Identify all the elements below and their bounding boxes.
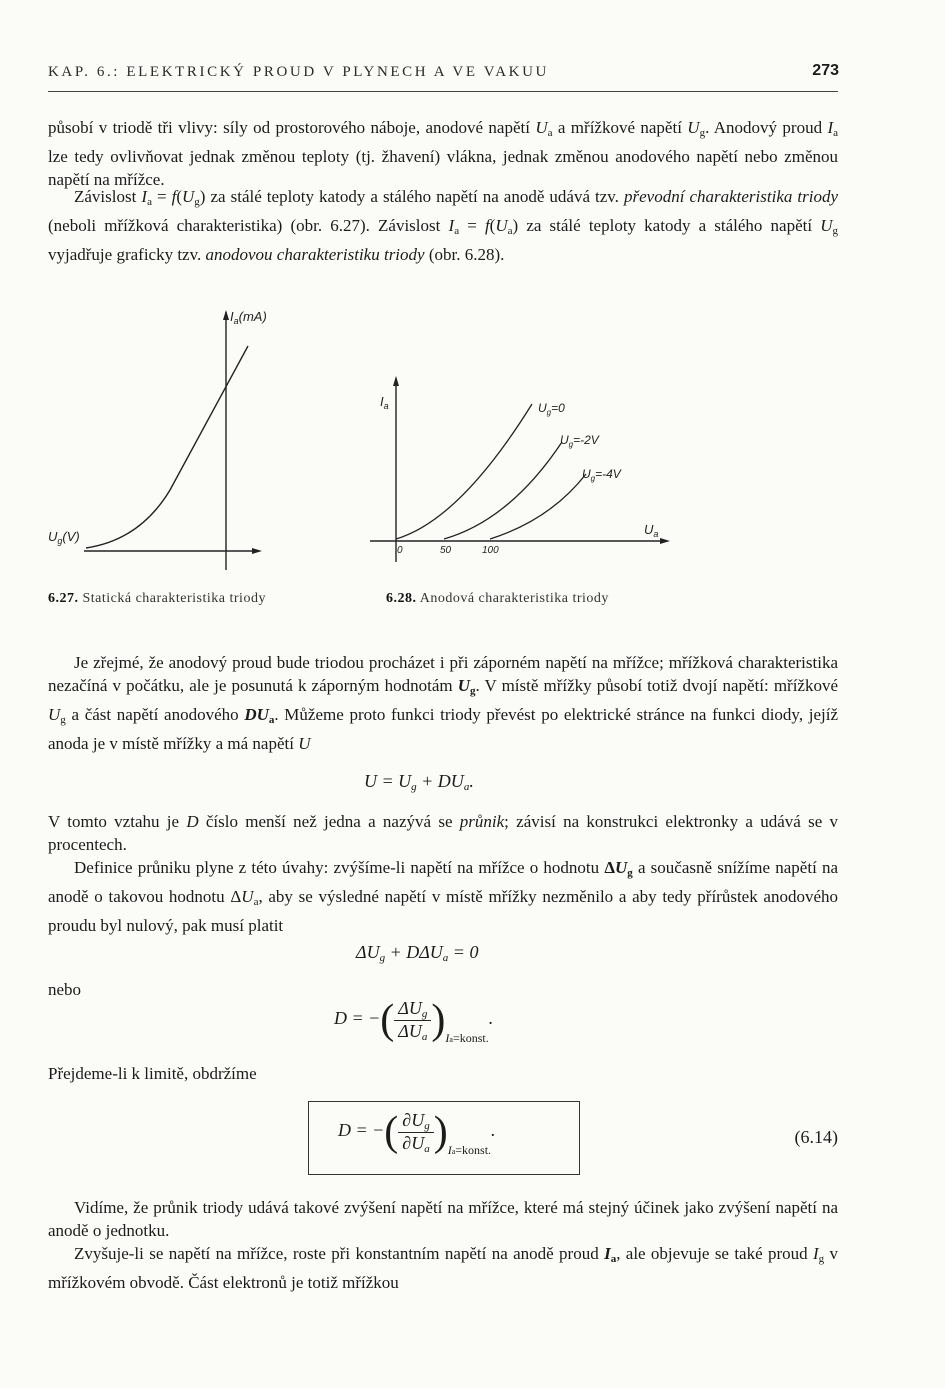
fig628-y-label: $I_a$	[380, 394, 389, 411]
figure-6-28-caption: 6.28. Anodová charakteristika triody	[386, 591, 609, 606]
header-rule	[48, 91, 838, 92]
paragraph-nebo: nebo	[48, 980, 82, 999]
fig628-x-label: $U_a$	[644, 522, 659, 539]
paragraph-durchgriff: V tomto vztahu je D číslo menší než jedna a nazývá se průnik; závisí na konstrukci elektronky a udává se v procentech.	[48, 812, 839, 854]
figure-6-27-chart	[40, 300, 340, 580]
fig628-tick-50: 50	[440, 545, 452, 556]
equation-d-limit: D = −( $\frac{\partial U_g}{\partial U_a}$ )$_{Ia=konst.}$.	[338, 1109, 496, 1158]
fig628-curve-label-2: $U_g=-2V$	[560, 433, 599, 449]
page-number: 273	[812, 62, 839, 79]
equation-u: $U = U_g + DU_a$.	[364, 771, 474, 793]
fig627-x-label: $U_g(V)$	[48, 529, 80, 546]
paragraph-grid-current: Zvyšuje-li se napětí na mřížce, roste při konstantním napětí na anodě proud $I_a$, ale objevuje se také proud $I_g$ v mřížkovém obvodě. Část elektronů je totiž mřížkou	[48, 1244, 838, 1292]
paragraph-durchgriff-meaning: Vidíme, že průnik triody udává takové zvýšení napětí na mřížce, které má stejný účinek jako zvýšení napětí na anodě o jednotku.	[48, 1198, 838, 1240]
fig627-curve	[86, 346, 248, 548]
fig628-curve-label-4: $U_g=-4V$	[582, 467, 621, 483]
equation-delta: $\Delta U_g + D\Delta U_a = 0$	[356, 942, 479, 964]
equation-number: (6.14)	[794, 1127, 838, 1147]
fig628-y-arrow	[393, 376, 399, 386]
fig628-curve-ug-2	[444, 442, 562, 539]
running-head: KAP. 6.: ELEKTRICKÝ PROUD V PLYNECH A VE VAKUU	[48, 64, 549, 80]
fig628-curve-label-0: $U_g=0$	[538, 401, 565, 417]
fig628-tick-0: 0	[397, 545, 403, 556]
paragraph-negative-grid: Je zřejmé, že anodový proud bude triodou procházet i při záporném napětí na mřížce; mřížková charakteristika nezačíná v počátku, ale je posunutá k záporným hodnotám $U_g$. V místě mřížky působí totiž dvojí napětí: mřížkové $U_g$ a část napětí anodového $DU_a$. Můžeme proto funkci triody převést po elektrické stránce na funkci diody, jejíž anoda je v místě mřížky a má napětí U	[48, 653, 839, 753]
fig627-y-label: $I_a(mA)$	[230, 309, 267, 326]
equation-d-ratio: D = −( $\frac{\Delta U_g}{\Delta U_a}$ )$_{Ia=konst.}$.	[334, 997, 494, 1046]
paragraph-definition: Definice průniku plyne z této úvahy: zvýšíme-li napětí na mřížce o hodnotu $\Delta U_g$ a současně snížíme napětí na anodě o takovou hodnotu $\Delta U_a$, aby se výsledné napětí v místě mřížky nezměnilo a aby tedy přírůstek anodového proudu byl nulový, pak musí platit	[48, 858, 839, 935]
paragraph-influences: působí v triodě tři vlivy: síly od prostorového náboje, anodové napětí $U_a$ a mřížkové napětí $U_g$. Anodový proud $I_a$ lze tedy ovlivňovat jednak změnou teploty (tj. žhavení) vlákna, jednak změnou anodového napětí nebo změnou napětí na mřížce.	[48, 118, 839, 189]
fig628-tick-100: 100	[482, 545, 499, 556]
fig628-curve-ug0	[396, 404, 532, 539]
fig627-x-arrow	[252, 548, 262, 554]
figure-6-28-chart	[360, 370, 680, 570]
paragraph-limit: Přejdeme-li k limitě, obdržíme	[48, 1064, 257, 1083]
fig628-x-arrow	[660, 538, 670, 544]
fig627-y-arrow	[223, 310, 229, 320]
paragraph-characteristics: Závislost $I_a = f(U_g)$ za stálé teploty katody a stálého napětí na anodě udává tzv. převodní charakteristika triody (neboli mřížková charakteristika) (obr. 6.27). Závislost $I_a = f(U_a)$ za stálé teploty katody a stálého napětí $U_g$ vyjadřuje graficky tzv. anodovou charakteristiku triody (obr. 6.28).	[48, 187, 839, 264]
figure-6-27-caption: 6.27. Statická charakteristika triody	[48, 591, 266, 606]
